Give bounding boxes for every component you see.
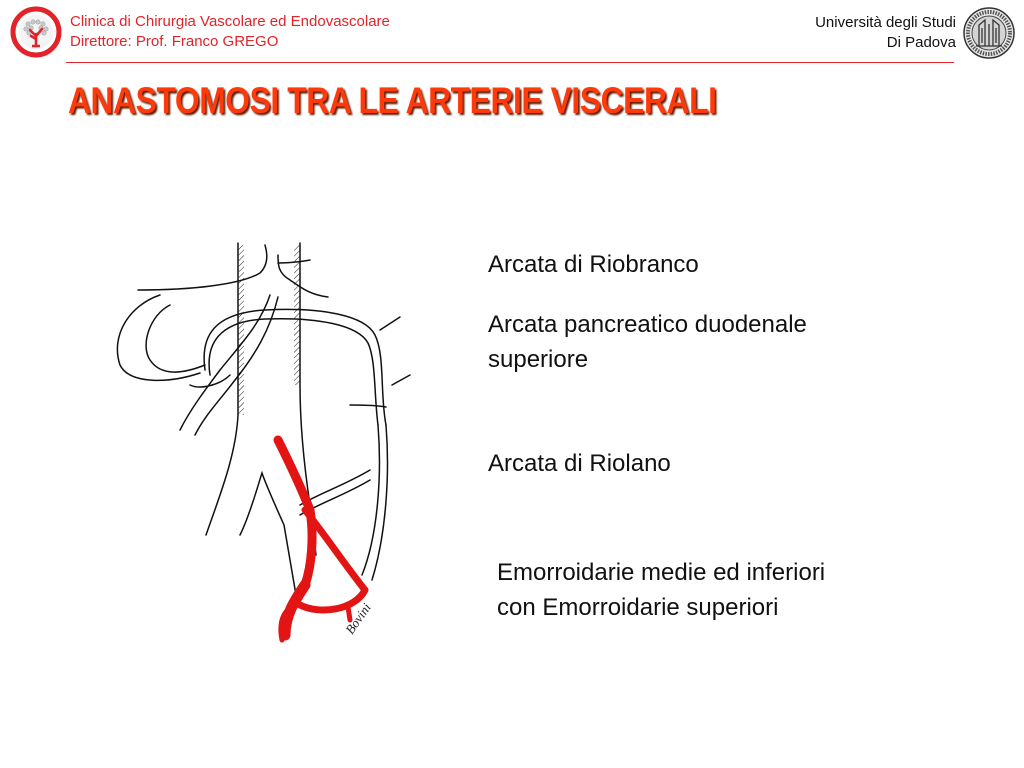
clinic-director: Direttore: Prof. Franco GREGO [70, 33, 279, 50]
list-item: Arcata di Riolano [488, 450, 671, 477]
list-item: Emorroidarie medie ed inferiori con Emorroidarie superiori [497, 559, 826, 621]
clinic-header [10, 6, 390, 58]
clinic-tree-logo-icon [10, 6, 62, 58]
artist-signature: Bovini [342, 600, 374, 637]
visceral-arteries-illustration [100, 235, 430, 665]
list-item: Arcata di Riobranco [488, 251, 699, 278]
university-seal-icon [962, 6, 1016, 60]
university-name: Università degli Studi [815, 14, 956, 31]
header-divider [66, 62, 954, 63]
university-header [815, 6, 1016, 60]
list-item: Arcata pancreatico duodenale superiore [488, 311, 807, 373]
clinic-name: Clinica di Chirurgia Vascolare ed Endovascolare [70, 13, 390, 30]
slide-title: ANASTOMOSI TRA LE ARTERIE VISCERALI [68, 80, 717, 121]
university-city: Di Padova [886, 34, 956, 51]
